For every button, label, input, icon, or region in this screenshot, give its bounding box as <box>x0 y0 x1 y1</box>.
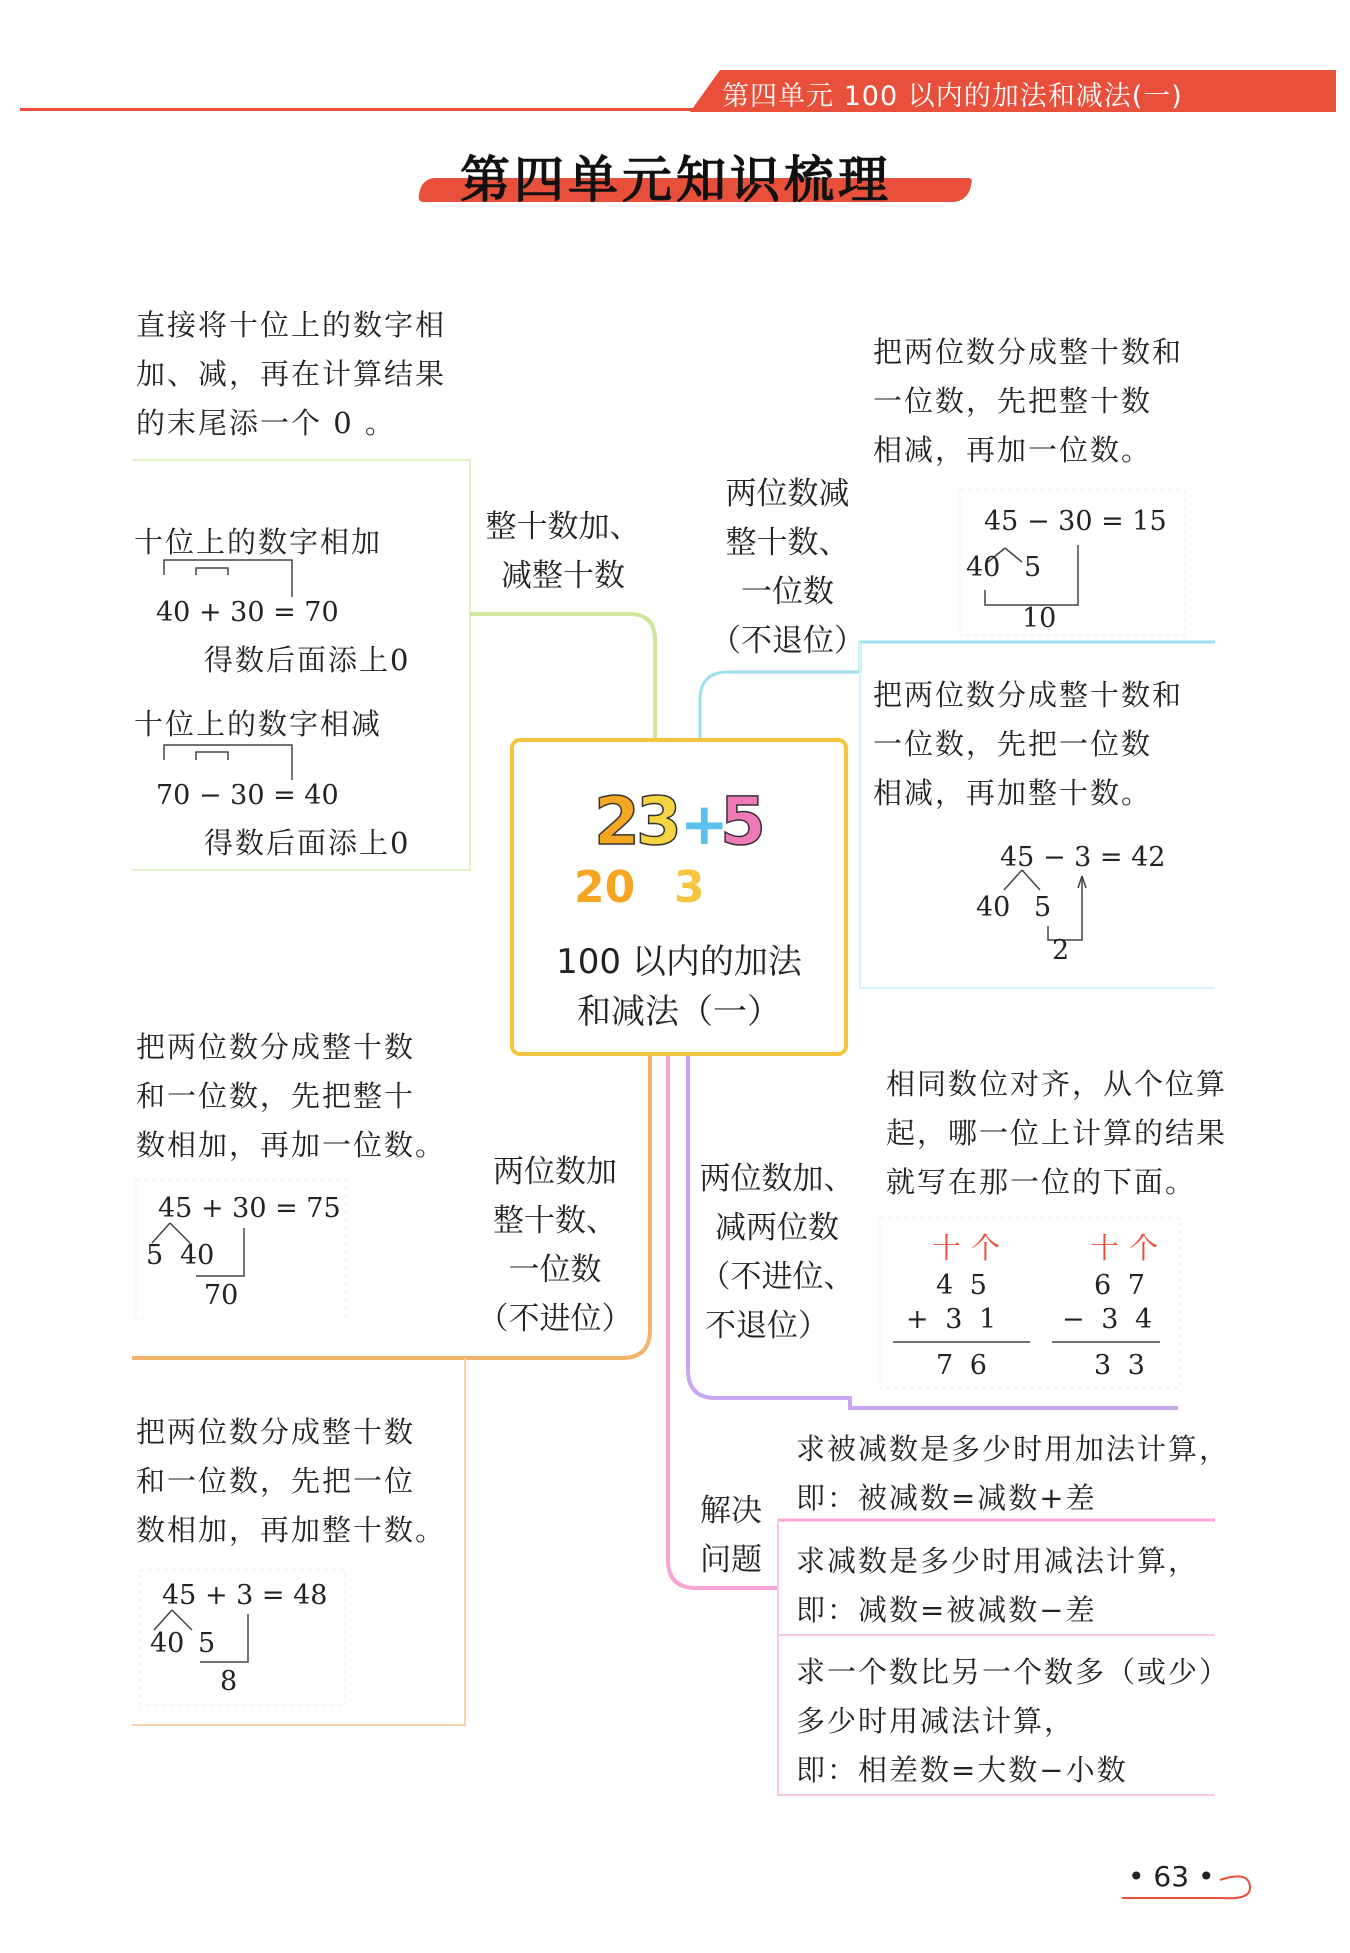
sub-single-ex2-result: 2 <box>1052 935 1070 966</box>
two-digit-rule-line1: 相同数位对齐，从个位算 <box>886 1067 1228 1101</box>
two-digit-col-head-left: 十个 <box>932 1231 1011 1265</box>
sub-single-ex1-right: 5 <box>1024 552 1042 583</box>
tens-add-equation: 40 + 30 = 70 <box>156 597 339 628</box>
center-split-tens: 20 <box>574 862 636 913</box>
tens-sub-equation: 70 − 30 = 40 <box>156 780 339 811</box>
problem-label-line1: 解决 <box>700 1493 762 1529</box>
sub-single-label-line2: 整十数、 <box>725 525 850 561</box>
add-single-label-line2: 整十数、 <box>493 1203 617 1239</box>
problem-label-line2: 问题 <box>700 1542 762 1578</box>
add-single-ex2-result: 8 <box>220 1666 238 1697</box>
two-digit-label-line4: 不退位） <box>705 1308 829 1344</box>
two-digit-label-line3: （不进位、 <box>699 1259 855 1295</box>
page-title: 第四单元知识梳理 <box>460 151 892 209</box>
add-single-rule2-line1: 把两位数分成整十数 <box>136 1415 416 1449</box>
problem-3-line1: 求一个数比另一个数多（或少） <box>796 1655 1231 1689</box>
center-topic-line1: 100 以内的加法 <box>556 942 802 982</box>
sub-single-rule1-line3: 相减，再加一位数。 <box>873 433 1153 467</box>
two-digit-label-line1: 两位数加、 <box>699 1161 855 1197</box>
sub-single-ex2-equation: 45 − 3 = 42 <box>1000 842 1166 873</box>
sub-single-ex2-left: 40 <box>976 892 1011 923</box>
add-single-ex2-left: 40 <box>150 1628 185 1659</box>
problem-1-line1: 求被减数是多少时用加法计算， <box>796 1432 1231 1466</box>
two-digit-sub-second: − 3 4 <box>1062 1304 1157 1335</box>
tens-add-title: 十位上的数字相加 <box>134 525 383 559</box>
svg-text:+: + <box>680 790 729 858</box>
sub-single-rule2-line1: 把两位数分成整十数和 <box>873 678 1184 712</box>
sub-single-label-line1: 两位数减 <box>725 476 850 512</box>
center-topic-box <box>510 738 848 1056</box>
tens-label-line1: 整十数加、 <box>485 509 641 545</box>
add-single-label-line1: 两位数加 <box>493 1154 617 1190</box>
add-single-rule1-line2: 和一位数，先把整十 <box>136 1079 416 1113</box>
tens-rule-line1: 直接将十位上的数字相 <box>136 308 447 342</box>
tens-label-line2: 减整十数 <box>501 558 625 594</box>
tens-rule-line3: 的末尾添一个 0 。 <box>136 406 396 440</box>
two-digit-col-head-right: 十个 <box>1090 1231 1169 1265</box>
sub-single-rule2-line3: 相减，再加整十数。 <box>873 776 1153 810</box>
two-digit-label-line2: 减两位数 <box>715 1210 839 1246</box>
sub-single-ex2-right: 5 <box>1034 892 1052 923</box>
add-single-ex1-result: 70 <box>204 1280 239 1311</box>
add-single-ex1-equation: 45 + 30 = 75 <box>158 1193 341 1224</box>
sub-single-ex1-equation: 45 − 30 = 15 <box>984 506 1167 537</box>
add-single-ex1-right: 40 <box>180 1240 215 1271</box>
number-art-icon <box>514 748 844 868</box>
tens-sub-note: 得数后面添上0 <box>204 826 411 860</box>
two-digit-add-top: 4 5 <box>936 1270 991 1301</box>
sub-single-rule1-line1: 把两位数分成整十数和 <box>873 335 1184 369</box>
add-single-label-line3: 一位数 <box>508 1252 602 1288</box>
sub-single-rule1-line2: 一位数，先把整十数 <box>873 384 1153 418</box>
center-split-ones: 3 <box>674 862 705 913</box>
add-single-rule1-line1: 把两位数分成整十数 <box>136 1030 416 1064</box>
two-digit-sub-top: 6 7 <box>1094 1270 1149 1301</box>
add-single-rule2-line2: 和一位数，先把一位 <box>136 1464 416 1498</box>
svg-text:3: 3 <box>636 783 682 860</box>
two-digit-sub-result: 3 3 <box>1094 1350 1149 1381</box>
sub-single-ex1-left: 40 <box>966 552 1001 583</box>
problem-3-line2: 多少时用减法计算， <box>796 1704 1076 1738</box>
header-banner-text: 第四单元 100 以内的加法和减法(一) <box>722 81 1183 112</box>
add-single-ex2-right: 5 <box>198 1628 216 1659</box>
page-number: • 63 • <box>1128 1860 1215 1893</box>
problem-2-line1: 求减数是多少时用减法计算， <box>796 1544 1200 1578</box>
add-single-rule2-line3: 数相加，再加整十数。 <box>136 1513 447 1547</box>
center-topic-line2: 和减法（一） <box>577 992 781 1032</box>
two-digit-rule-line3: 就写在那一位的下面。 <box>886 1165 1197 1199</box>
add-single-label-line4: （不进位） <box>477 1301 633 1337</box>
sub-single-label-line4: （不退位） <box>710 623 865 659</box>
add-single-ex1-left: 5 <box>146 1240 164 1271</box>
add-single-rule1-line3: 数相加，再加一位数。 <box>136 1128 447 1162</box>
tens-rule-line2: 加、减，再在计算结果 <box>136 357 447 391</box>
tens-add-note: 得数后面添上0 <box>204 643 411 677</box>
problem-3-line3: 即：相差数=大数−小数 <box>796 1753 1128 1787</box>
problem-1-line2: 即：被减数=减数+差 <box>796 1481 1097 1515</box>
two-digit-add-result: 7 6 <box>936 1350 991 1381</box>
svg-text:5: 5 <box>720 783 766 860</box>
two-digit-rule-line2: 起，哪一位上计算的结果 <box>886 1116 1228 1150</box>
sub-single-ex1-result: 10 <box>1022 603 1057 634</box>
sub-single-label-line3: 一位数 <box>741 574 834 610</box>
svg-text:2: 2 <box>594 783 640 860</box>
tens-sub-title: 十位上的数字相减 <box>134 707 383 741</box>
problem-2-line2: 即：减数=被减数−差 <box>796 1593 1097 1627</box>
sub-single-rule2-line2: 一位数，先把一位数 <box>873 727 1153 761</box>
two-digit-add-second: + 3 1 <box>906 1304 1001 1335</box>
add-single-ex2-equation: 45 + 3 = 48 <box>162 1580 328 1611</box>
